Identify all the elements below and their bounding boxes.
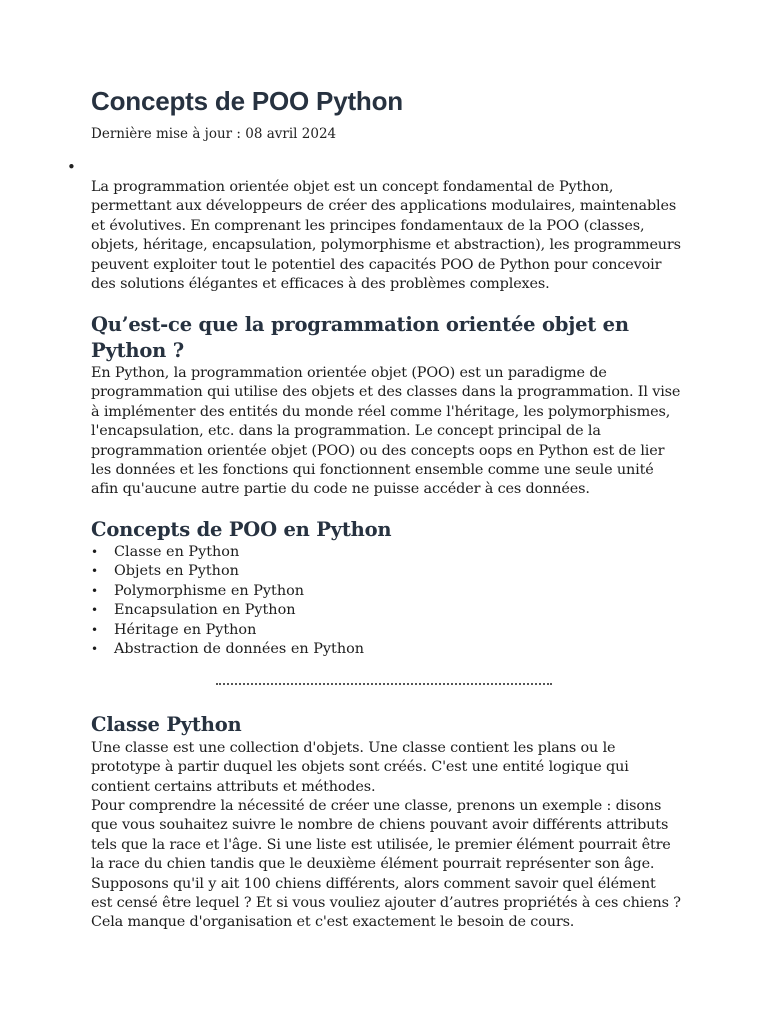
section-heading-what-is-oop: Qu’est-ce que la programmation orientée objet en Python ? bbox=[91, 313, 629, 362]
list-item bbox=[91, 543, 364, 562]
list-item bbox=[91, 621, 364, 640]
intro-paragraph: La programmation orientée objet est un concept fondamental de Python, permettant aux développeurs de créer des applications modulaires, maintenables et évolutives. En comprenant les principes fondamentaux de la POO (classes, objets, héritage, encapsulation, polymorphisme et abstraction), les programmeurs peuvent exploiter tout le potentiel des capacités POO de Python pour concevoir des solutions élégantes et efficaces à des problèmes complexes. bbox=[91, 179, 681, 293]
list-item-label: Héritage en Python bbox=[114, 621, 257, 638]
bullet-icon: • bbox=[91, 603, 99, 618]
bullet-icon: • bbox=[91, 564, 99, 579]
page-title: Concepts de POO Python bbox=[91, 86, 403, 116]
list-item bbox=[91, 601, 364, 620]
list-item-label: Objets en Python bbox=[114, 563, 239, 580]
bullet-icon: • bbox=[91, 583, 99, 598]
last-updated-date: Dernière mise à jour : 08 avril 2024 bbox=[91, 126, 337, 142]
list-item-label: Abstraction de données en Python bbox=[114, 641, 365, 658]
stray-bullet: • bbox=[67, 158, 76, 176]
list-item-label: Polymorphisme en Python bbox=[114, 582, 305, 599]
what-is-oop-paragraph: En Python, la programmation orientée objet (POO) est un paradigme de programmation qui utilise des objets et des classes dans la programmation. Il vise à implémenter des entités du monde réel comme l'héritage, les polymorphismes, l'encapsulation, etc. dans la programmation. Le concept principal de la programmation orientée objet (POO) ou des concepts oops en Python est de lier les données et les fonctions qui fonctionnent ensemble comme une seule unité afin qu'aucune autre partie du code ne puisse accéder à ces données. bbox=[91, 365, 681, 498]
concepts-list bbox=[91, 543, 364, 659]
python-class-example-paragraph: Pour comprendre la nécessité de créer une classe, prenons un exemple : disons que vous souhaitez suivre le nombre de chiens pouvant avoir différents attributs tels que la race et l'âge. Si une liste est utilisée, le premier élément pourrait être la race du chien tandis que le deuxième élément pourrait représenter son âge. Supposons qu'il y ait 100 chiens différents, alors comment savoir quel élément est censé être lequel ? Et si vous vouliez ajouter d’autres propriétés à ces chiens ? Cela manque d'organisation et c'est exactement le besoin de cours. bbox=[91, 798, 681, 931]
list-item-label: Classe en Python bbox=[114, 544, 240, 560]
python-class-paragraph: Une classe est une collection d'objets. Une classe contient les plans ou le prototype à partir duquel les objets sont créés. C'est une entité logique qui contient certains attributs et méthodes. bbox=[91, 740, 629, 795]
section-heading-python-class: Classe Python bbox=[91, 713, 242, 736]
dotted-divider bbox=[216, 683, 552, 685]
bullet-icon: • bbox=[91, 545, 99, 559]
list-item-label: Encapsulation en Python bbox=[114, 602, 296, 619]
section-heading-oop-concepts: Concepts de POO en Python bbox=[91, 518, 392, 541]
list-item bbox=[91, 562, 364, 581]
bullet-icon: • bbox=[91, 642, 99, 657]
list-item bbox=[91, 640, 364, 659]
bullet-icon: • bbox=[91, 622, 99, 637]
list-item bbox=[91, 582, 364, 601]
